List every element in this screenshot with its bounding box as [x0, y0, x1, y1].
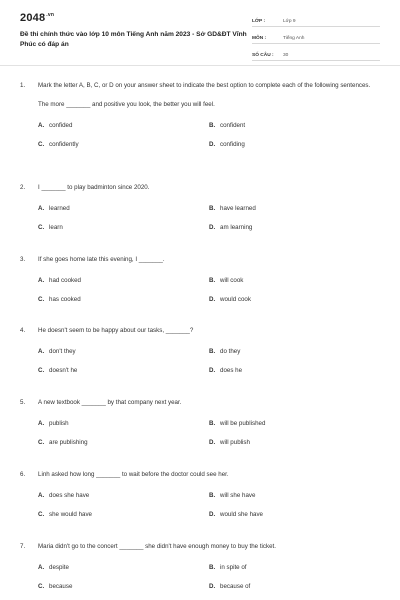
option-letter: C. [38, 583, 45, 590]
question-text: Maria didn't go to the concert _______ she didn't have enough money to buy the ticket. [38, 543, 276, 550]
option-text: does she have [49, 492, 90, 499]
site-logo[interactable] [20, 12, 54, 24]
option-text: doesn't he [49, 367, 78, 374]
option-b[interactable] [209, 492, 380, 499]
question-stem [20, 326, 380, 336]
option-letter: A. [38, 205, 45, 212]
logo-suffix: .vn [46, 12, 55, 18]
option-a[interactable] [38, 205, 209, 212]
option-row [20, 224, 380, 231]
option-b[interactable] [209, 277, 380, 284]
option-a[interactable] [38, 122, 209, 129]
question-number: 4. [20, 327, 26, 334]
option-d[interactable] [209, 141, 380, 148]
option-letter: C. [38, 296, 45, 303]
option-letter: C. [38, 367, 45, 374]
question-text: I _______ to play badminton since 2020. [38, 184, 150, 191]
option-letter: B. [209, 122, 216, 129]
question-stem [20, 81, 380, 91]
question-4 [20, 326, 380, 374]
question-2 [20, 183, 380, 231]
option-letter: B. [209, 564, 216, 571]
question-number: 5. [20, 399, 26, 406]
question-text: He doesn't seem to be happy about our tasks, _______? [38, 327, 194, 334]
option-letter: B. [209, 205, 216, 212]
option-row [20, 296, 380, 303]
option-a[interactable] [38, 492, 209, 499]
option-row [20, 511, 380, 518]
page-header [0, 0, 400, 66]
option-row [20, 141, 380, 148]
option-row [20, 420, 380, 427]
option-text: do they [220, 348, 241, 355]
option-letter: C. [38, 511, 45, 518]
option-text: has cooked [49, 296, 81, 303]
meta-key: LỚP : [252, 19, 266, 24]
option-letter: D. [209, 141, 216, 148]
option-c[interactable] [38, 367, 209, 374]
option-text: because [49, 583, 73, 590]
option-letter: B. [209, 277, 216, 284]
question-stem [20, 470, 380, 480]
question-7 [20, 542, 380, 590]
option-letter: D. [209, 224, 216, 231]
option-d[interactable] [209, 224, 380, 231]
option-text: in spite of [220, 564, 247, 571]
option-row [20, 583, 380, 590]
option-row [20, 564, 380, 571]
question-number: 3. [20, 256, 26, 263]
option-letter: D. [209, 296, 216, 303]
logo-main: 2048 [20, 12, 46, 24]
option-text: confided [49, 122, 73, 129]
option-c[interactable] [38, 439, 209, 446]
option-text: confiding [220, 141, 245, 148]
option-text: are publishing [49, 439, 88, 446]
question-text: Linh asked how long _______ to wait before the doctor could see her. [38, 471, 229, 478]
meta-key: SỐ CÂU : [252, 53, 274, 58]
option-letter: A. [38, 420, 45, 427]
option-letter: A. [38, 348, 45, 355]
option-letter: B. [209, 492, 216, 499]
question-text: If she goes home late this evening, I _______. [38, 256, 165, 263]
option-a[interactable] [38, 348, 209, 355]
option-letter: A. [38, 564, 45, 571]
meta-key: MÔN : [252, 36, 267, 41]
option-letter: A. [38, 122, 45, 129]
option-text: would she have [220, 511, 263, 518]
option-c[interactable] [38, 141, 209, 148]
option-text: despite [49, 564, 69, 571]
option-text: publish [49, 420, 69, 427]
option-row [20, 122, 380, 129]
option-text: don't they [49, 348, 76, 355]
option-row [20, 492, 380, 499]
question-text: Mark the letter A, B, C, or D on your answer sheet to indicate the best option to complete each of the following sentences. [38, 82, 371, 89]
option-d[interactable] [209, 367, 380, 374]
question-number: 2. [20, 184, 26, 191]
question-3 [20, 255, 380, 303]
option-b[interactable] [209, 348, 380, 355]
option-b[interactable] [209, 122, 380, 129]
option-text: would cook [220, 296, 251, 303]
question-stem [20, 183, 380, 193]
option-text: had cooked [49, 277, 81, 284]
question-number: 6. [20, 471, 26, 478]
option-row [20, 277, 380, 284]
question-1 [20, 81, 380, 148]
option-a[interactable] [38, 420, 209, 427]
question-number: 7. [20, 543, 26, 550]
option-text: confident [220, 122, 246, 129]
option-text: have learned [220, 205, 256, 212]
question-number: 1. [20, 82, 26, 89]
option-letter: A. [38, 277, 45, 284]
option-letter: A. [38, 492, 45, 499]
option-text: she would have [49, 511, 92, 518]
meta-value: Tiếng Anh [283, 36, 305, 41]
option-row [20, 439, 380, 446]
option-c[interactable] [38, 224, 209, 231]
option-text: learn [49, 224, 63, 231]
option-b[interactable] [209, 420, 380, 427]
option-row [20, 367, 380, 374]
exam-meta [252, 13, 380, 64]
option-letter: D. [209, 511, 216, 518]
meta-row-class [252, 13, 380, 27]
option-row [20, 348, 380, 355]
option-b[interactable] [209, 564, 380, 571]
meta-value: Lớp 9 [283, 19, 296, 24]
option-d[interactable] [209, 511, 380, 518]
option-c[interactable] [38, 511, 209, 518]
option-a[interactable] [38, 277, 209, 284]
option-row [20, 205, 380, 212]
option-d[interactable] [209, 439, 380, 446]
option-text: will publish [220, 439, 250, 446]
option-text: will cook [220, 277, 244, 284]
meta-row-count [252, 47, 380, 61]
option-letter: C. [38, 439, 45, 446]
question-stem [20, 398, 380, 408]
option-letter: D. [209, 367, 216, 374]
option-letter: D. [209, 439, 216, 446]
question-text: A new textbook _______ by that company next year. [38, 399, 182, 406]
meta-value: 30 [283, 53, 289, 58]
option-letter: C. [38, 224, 45, 231]
page-title: Đề thi chính thức vào lớp 10 môn Tiếng Anh năm 2023 - Sở GD&ĐT Vĩnh Phúc có đáp án [20, 31, 247, 48]
question-6 [20, 470, 380, 518]
question-sentence: The more _______ and positive you look, the better you will feel. [38, 101, 215, 108]
option-letter: C. [38, 141, 45, 148]
option-c[interactable] [38, 583, 209, 590]
option-d[interactable] [209, 296, 380, 303]
option-text: will she have [220, 492, 256, 499]
option-letter: D. [209, 583, 216, 590]
option-text: does he [220, 367, 243, 374]
option-text: learned [49, 205, 70, 212]
option-letter: B. [209, 420, 216, 427]
question-stem [20, 255, 380, 265]
option-b[interactable] [209, 205, 380, 212]
question-stem [20, 542, 380, 552]
option-text: am learning [220, 224, 253, 231]
option-a[interactable] [38, 564, 209, 571]
option-text: will be published [220, 420, 266, 427]
option-letter: B. [209, 348, 216, 355]
option-d[interactable] [209, 583, 380, 590]
option-c[interactable] [38, 296, 209, 303]
meta-row-subject [252, 30, 380, 44]
question-5 [20, 398, 380, 446]
option-text: confidently [49, 141, 79, 148]
option-text: because of [220, 583, 251, 590]
